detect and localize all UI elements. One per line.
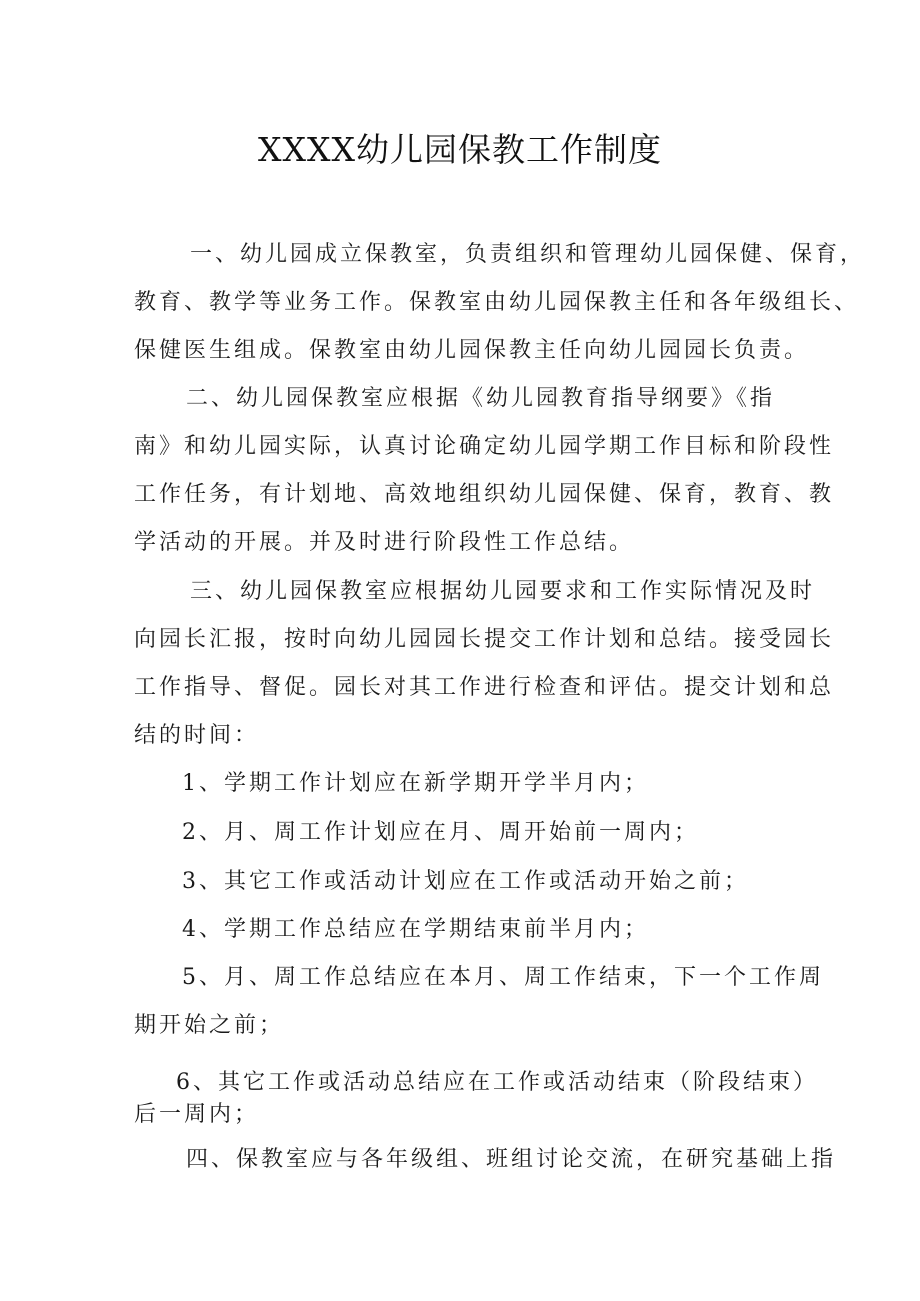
list-item: 5、月、周工作总结应在本月、周工作结束，下一个工作周	[182, 965, 824, 990]
text-line: 结的时间：	[134, 723, 260, 748]
text-line: 三、幼儿园保教室应根据幼儿园要求和工作实际情况及时	[190, 579, 816, 604]
list-item: 2、月、周工作计划应在月、周开始前一周内；	[182, 820, 699, 845]
document-title: XXXX幼儿园保教工作制度	[258, 130, 662, 169]
text-line: 二、幼儿园保教室应根据《幼儿园教育指导纲要》《指	[186, 386, 776, 411]
text-line: 工作任务，有计划地、高效地组织幼儿园保健、保育，教育、教	[134, 482, 835, 507]
text-line: 学活动的开展。并及时进行阶段性工作总结。	[134, 530, 635, 555]
text-line: 一、幼儿园成立保教室，负责组织和管理幼儿园保健、保育，	[190, 242, 866, 267]
list-item: 6、其它工作或活动总结应在工作或活动结束（阶段结束）	[176, 1070, 818, 1095]
text-line: 南》和幼儿园实际，认真讨论确定幼儿园学期工作目标和阶段性	[134, 434, 835, 459]
list-item: 4、学期工作总结应在学期结束前半月内；	[182, 917, 649, 942]
text-line: 后一周内；	[134, 1102, 260, 1127]
text-line: 教育、教学等业务工作。保教室由幼儿园保教主任和各年级组长、	[134, 290, 860, 315]
list-item: 3、其它工作或活动计划应在工作或活动开始之前；	[182, 869, 749, 894]
text-line: 保健医生组成。保教室由幼儿园保教主任向幼儿园园长负责。	[134, 338, 810, 363]
list-item: 1、学期工作计划应在新学期开学半月内；	[182, 771, 649, 796]
text-line: 四、保教室应与各年级组、班组讨论交流，在研究基础上指	[186, 1147, 837, 1172]
text-line: 期开始之前；	[134, 1013, 285, 1038]
text-line: 工作指导、督促。园长对其工作进行检查和评估。提交计划和总	[134, 675, 835, 700]
text-line: 向园长汇报，按时向幼儿园园长提交工作计划和总结。接受园长	[134, 627, 835, 652]
